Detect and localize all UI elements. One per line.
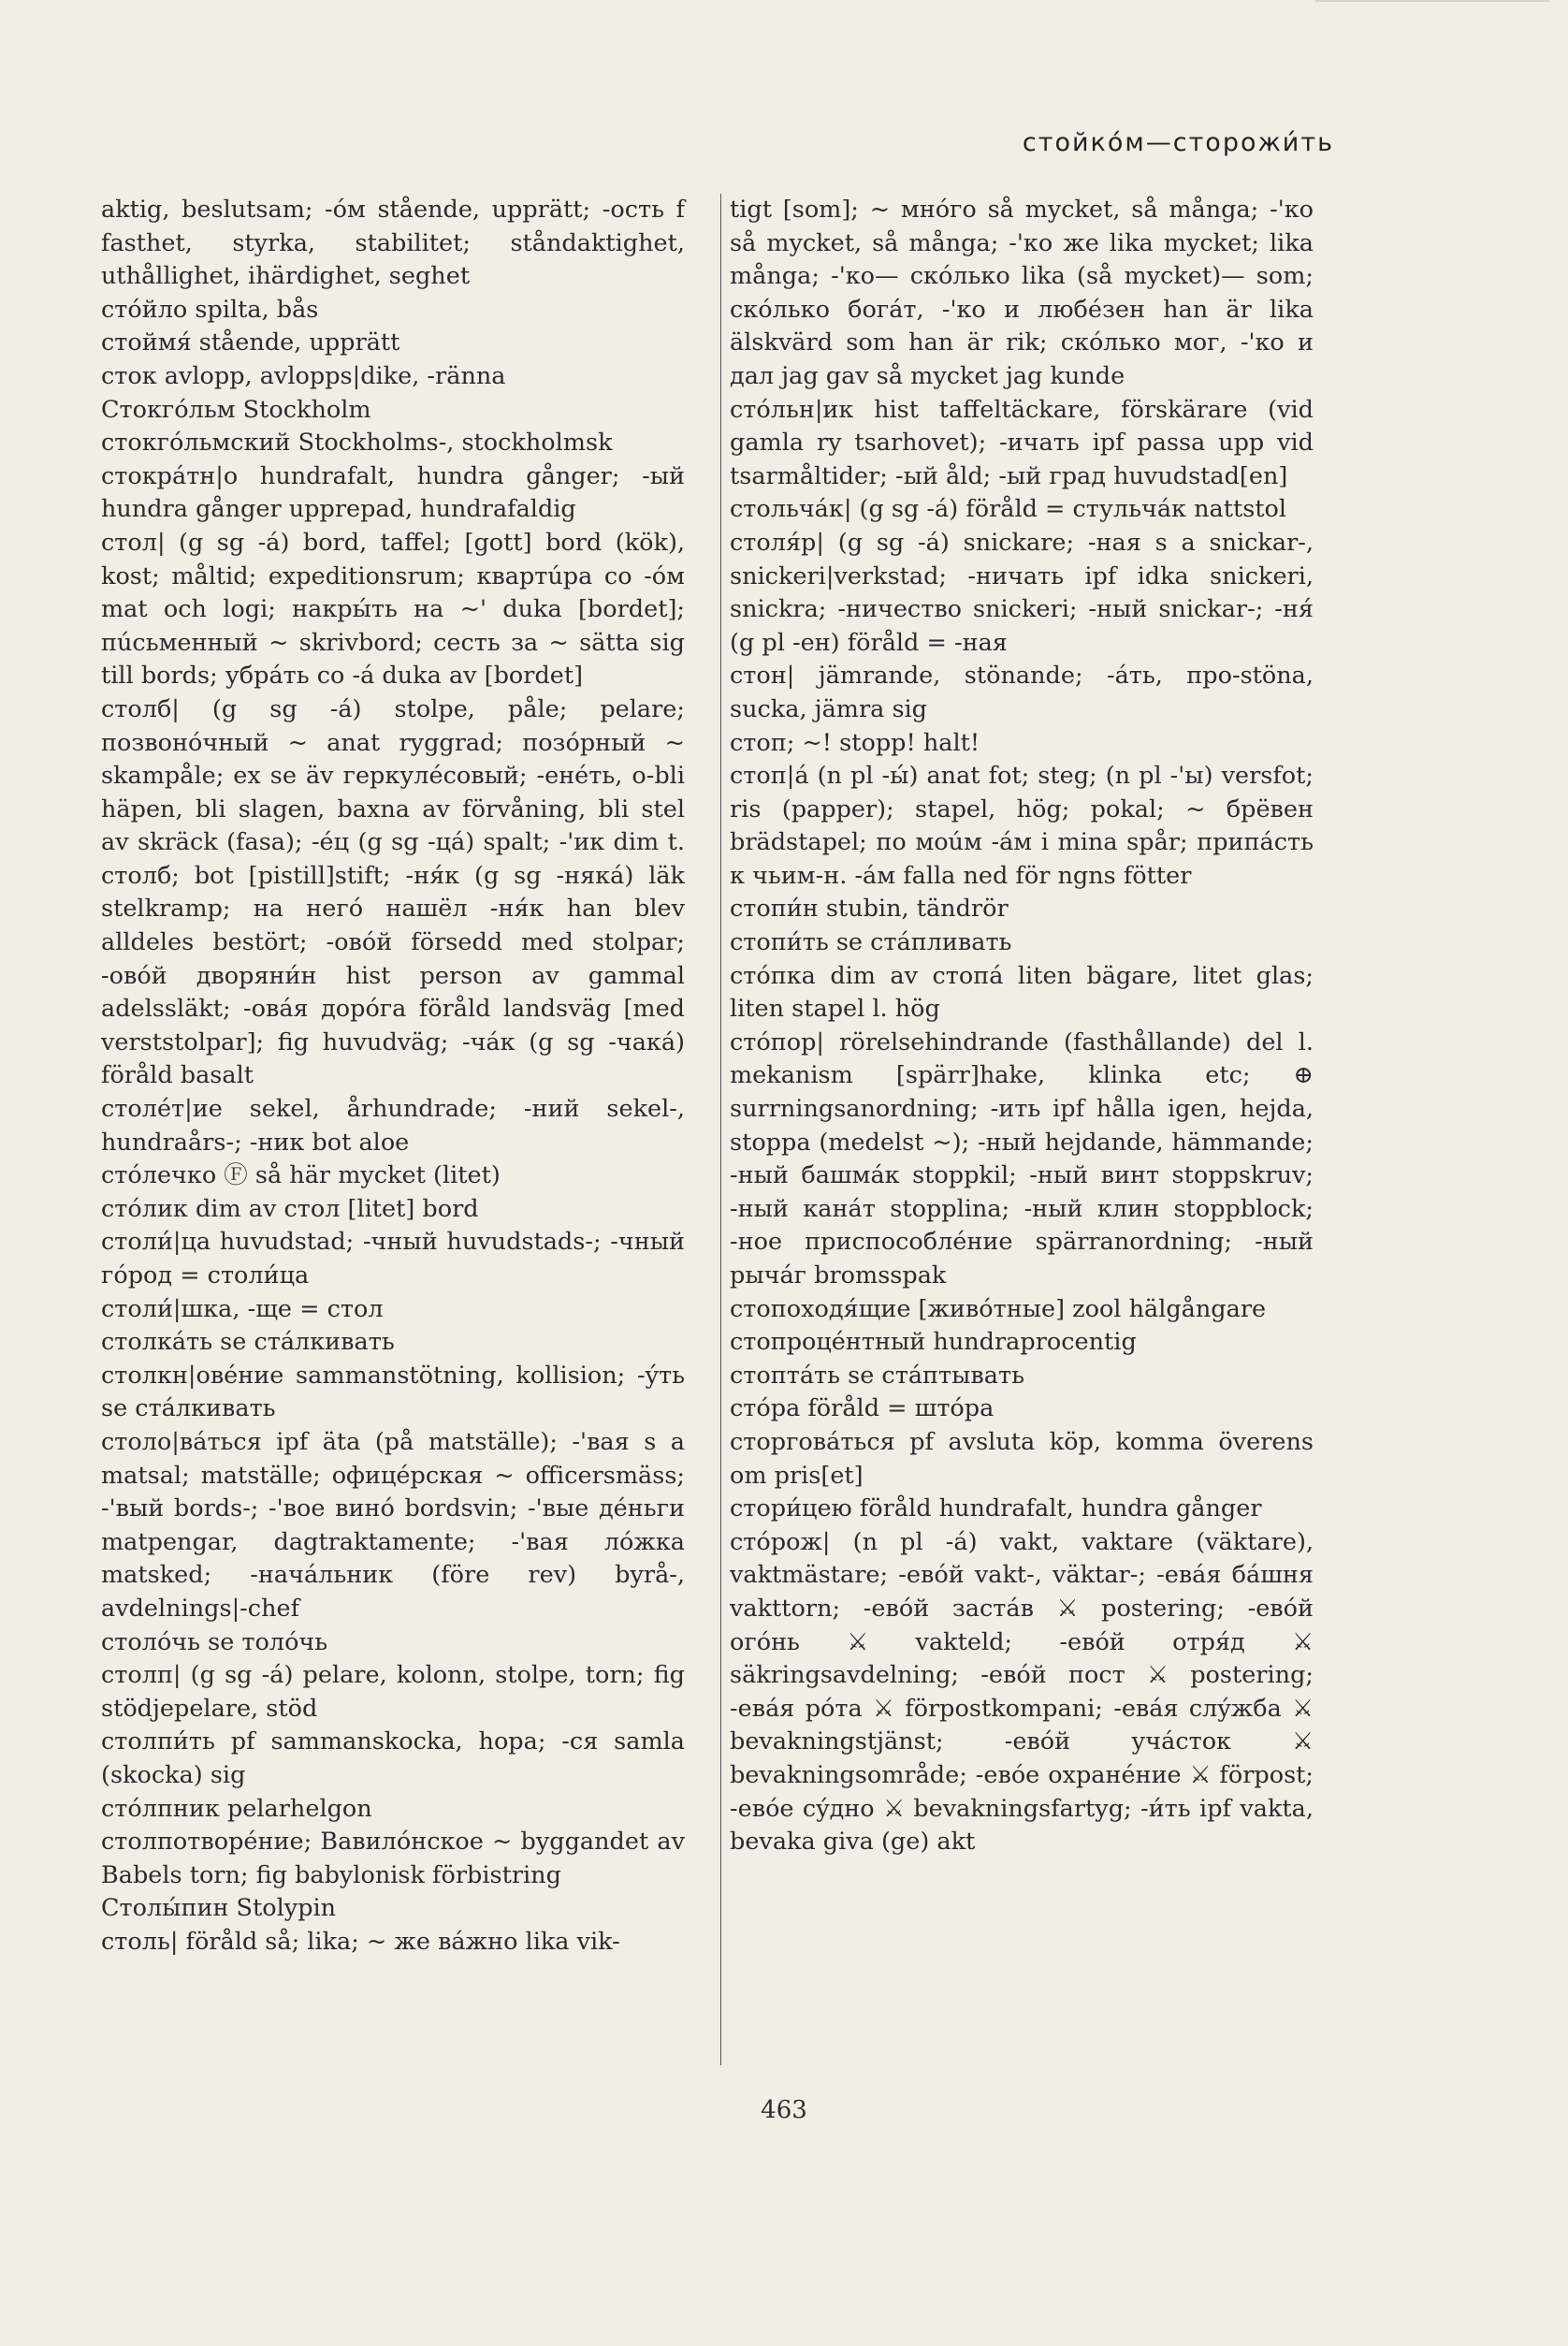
dictionary-entry: стори́цею föråld hundrafalt, hundra gånger <box>730 1494 1262 1523</box>
dictionary-entry: столкн|овéние sammanstötning, kollision; -ýть se стáлкивать <box>101 1361 685 1423</box>
dictionary-entry: стóлпник pelarhelgon <box>101 1794 372 1823</box>
dictionary-entry: стóлечко Ⓕ så här mycket (litet) <box>101 1161 501 1190</box>
dictionary-entry: стольчáк| (g sg -á) föråld = стульчáк nattstol <box>730 495 1287 524</box>
dictionary-entry: столпотворéние; Вавилóнское ~ byggandet av Babels torn; fig babylonisk förbistring <box>101 1828 685 1889</box>
dictionary-entry: стопи́ть se стáпливать <box>730 928 1012 957</box>
dictionary-entry: столп| (g sg -á) pelare, kolonn, stolpe, torn; fig stödjepelare, stöd <box>101 1661 685 1723</box>
edge-line <box>1315 0 1549 2</box>
dictionary-entry: aktig, beslutsam; -óм stående, upprätt; -ость f fasthet, styrka, stabilitet; ståndaktighet, uthållighet, ihärdighet, seghet <box>101 196 685 291</box>
dictionary-entry: стоп|á (n pl -ы́) anat fot; steg; (n pl -'ы) versfot; ris (papper); stapel, hög; pokal; ~ брёвен brädstapel; по моúм -áм i mina spår; припáсть к чьим-н. -áм falla ned för ngns fötter <box>730 762 1314 890</box>
dictionary-entry: стóпка dim av стопá liten bägare, litet glas; liten stapel l. hög <box>730 961 1314 1024</box>
dictionary-entry: столéт|ие sekel, århundrade; -ний sekel-, hundraårs-; -ник bot aloe <box>101 1095 685 1157</box>
right-column <box>730 194 1314 1859</box>
dictionary-entry: стоймя́ stående, upprätt <box>101 328 400 357</box>
dictionary-entry: стóра föråld = штóра <box>730 1394 995 1423</box>
left-column <box>101 194 685 1959</box>
dictionary-entry: столпи́ть pf sammanskocka, hopa; -ся samla (skocka) sig <box>101 1727 685 1789</box>
dictionary-entry: стокгóльмский Stockholms-, stockholmsk <box>101 429 613 458</box>
dictionary-entry: столóчь se толóчь <box>101 1627 328 1656</box>
dictionary-entry: стоптáть se стáптывать <box>730 1361 1024 1390</box>
dictionary-entry: tigt [som]; ~ мнóго så mycket, så många; -'ко så mycket, så många; -'ко же lika mycket; lika många; -'ко— скóлько lika (så mycket)— som; скóлько богáт, -'ко и любéзен han är lika älskvärd som han är rik; скóлько мог, -'ко и дал jag gav så mycket jag kunde <box>730 196 1314 390</box>
dictionary-entry: сто́йло spilta, bås <box>101 295 319 324</box>
dictionary-entry: стóлик dim av стол [litet] bord <box>101 1194 479 1223</box>
column-divider <box>720 194 721 2065</box>
dictionary-entry: столо|вáться ipf äta (på matställe); -'вая s a matsal; matställe; офицéрская ~ officersmäss; -'вый bords-; -'вое винó bordsvin; -'вые дéньги matpengar, dagtraktamente; -'вая лóжка matsked; -начáльник (före rev) byrå-, avdelnings|-chef <box>101 1427 685 1623</box>
running-header: стойкóм—сторожи́ть <box>1022 128 1334 157</box>
dictionary-entry: стопи́н stubin, tändrör <box>730 895 1009 924</box>
dictionary-entry: столи́|ца huvudstad; -чный huvudstads-; -чный гóрод = столи́ца <box>101 1228 685 1290</box>
dictionary-entry: столкáть se стáлкивать <box>101 1328 395 1357</box>
page-number: 463 <box>761 2096 807 2124</box>
dictionary-entry: стокрáтн|о hundrafalt, hundra gånger; -ый hundra gånger upprepad, hundrafaldig <box>101 461 685 524</box>
dictionary-entry: стон| jämrande, stönande; -áть, про-stöna, sucka, jämra sig <box>730 662 1314 723</box>
dictionary-entry: стол| (g sg -á) bord, taffel; [gott] bord (kök), kost; måltid; expeditionsrum; квартúра со -óм mat och logi; накры́ть на ~' duka [bordet]; пúсьменный ~ skrivbord; сесть за ~ sätta sig till bords; убрáть со -á duka av [bordet] <box>101 528 685 691</box>
dictionary-entry: Столы́пин Stolypin <box>101 1894 337 1923</box>
dictionary-entry: столя́р| (g sg -á) snickare; -ная s a snickar-, snickeri|verkstad; -ничать ipf idka snickeri, snickra; -ничество snickeri; -ный snickar-; -ня́ (g pl -ен) föråld = -ная <box>730 528 1314 657</box>
dictionary-entry: стоп; ~! stopp! halt! <box>730 728 980 757</box>
dictionary-entry: стóрож| (n pl -á) vakt, vaktare (väktare), vaktmästare; -евóй vakt-, väktar-; -евáя бáшня vakttorn; -евóй застáв ⚔ postering; -евóй огóнь ⚔ vakteld; -евóй отря́д ⚔ säkringsavdelning; -евóй пост ⚔ postering; -евáя рóта ⚔ förpostkompani; -евáя слýжба ⚔ bevakningstjänst; -евóй учáсток ⚔ bevakningsområde; -евóе охранéние ⚔ förpost; -евóе сýдно ⚔ bevakningsfartyg; -и́ть ipf vakta, bevaka giva (ge) akt <box>730 1527 1314 1857</box>
dictionary-entry: сток avlopp, avlopps|dike, -ränna <box>101 361 506 390</box>
dictionary-entry: столи́|шка, -ще = стол <box>101 1294 384 1323</box>
dictionary-entry: столь| föråld så; lika; ~ же вáжно lika vik- <box>101 1927 620 1956</box>
dictionary-entry: столб| (g sg -á) stolpe, påle; pelare; позвонóчный ~ anat ryggrad; позóрный ~ skampåle; ex se äv геркулéсовый; -енéть, o-bli häpen, bli slagen, baxna av förvåning, bli stel av skräck (fasa); -éц (g sg -цá) spalt; -'ик dim t. столб; bot [pistill]stift; -ня́к (g sg -някá) läk stelkramp; на негó нашёл -ня́к han blev alldeles bestört; -oвóй försedd med stolpar; -овóй дворяни́н hist person av gammal adelssläkt; -овáя дорóга föråld landsväg [med verststolpar]; fig huvudväg; -чáк (g sg -чакá) föråld basalt <box>101 694 685 1090</box>
dictionary-entry: сторговáться pf avsluta köp, komma överens om pris[et] <box>730 1427 1314 1490</box>
dictionary-entry: стóльн|ик hist taffeltäckare, förskärare (vid gamla ry tsarhovet); -ичать ipf passa upp vid tsarmåltider; -ый åld; -ый град huvudstad[en] <box>730 395 1314 490</box>
dictionary-entry: стопроцéнтный hundraprocentig <box>730 1328 1137 1357</box>
dictionary-entry: стóпор| rörelsehindrande (fasthållande) del l. mekanism [spärr]hake, klinka etc; ⊕ surrningsanordning; -ить ipf hålla igen, hejda, stoppa (medelst ~); -ный hejdande, hämmande; -ный башмáк stoppkil; -ный винт stoppskruv; -ный канáт stopplina; -ный клин stoppblock; -ное приспособлéние spärranordning; -ный рычáг bromsspak <box>730 1027 1314 1290</box>
dictionary-entry: стопоходя́щие [живóтные] zool hälgångare <box>730 1294 1267 1323</box>
dictionary-entry: Стокгóльм Stockholm <box>101 395 371 424</box>
